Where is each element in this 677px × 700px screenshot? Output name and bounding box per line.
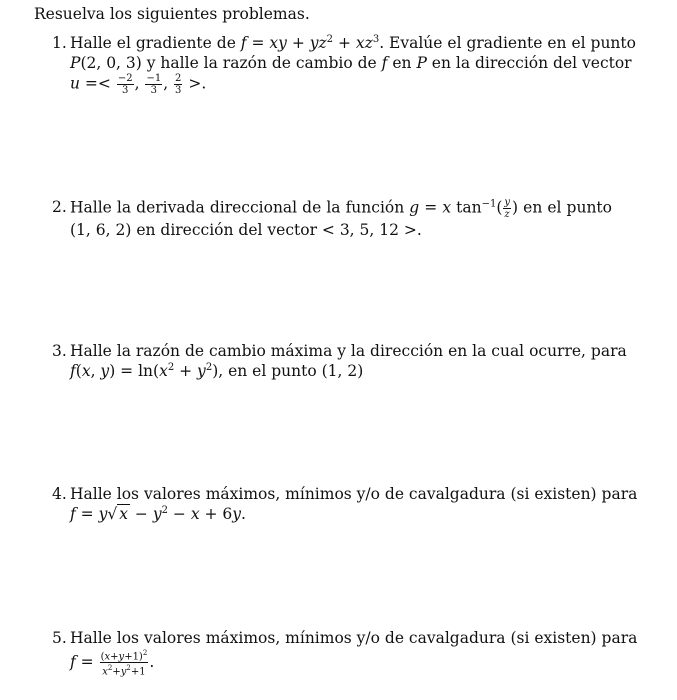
problem-number: 2. [52, 198, 67, 216]
problem-5-line-1: Halle los valores máximos, mínimos y/o de cavalgadura (si existen) para [70, 629, 638, 647]
problem-1-line-3: u =< $\frac{-2}{3}$ , $\frac{-1}{3}$ , $\frac{2}{3}$ >. [70, 73, 207, 96]
problem-2 [52, 197, 612, 240]
problem-4-line-2: f = y√ $x - y^2 - x + 6y$. [70, 504, 246, 523]
problem-4 [52, 484, 638, 524]
problem-5 [52, 628, 638, 678]
problem-2-line-1: Halle la derivada direccional de la función g = x $\tan^{-1}$( $\frac{y}{z}$ ) en el punto [70, 197, 612, 220]
problem-number: 5. [52, 629, 67, 647]
problem-4-line-1: Halle los valores máximos, mínimos y/o de cavalgadura (si existen) para [70, 485, 638, 503]
problem-number: 3. [52, 342, 67, 360]
problem-5-line-2: f = $\frac{(x+y+1)^2}{x^2+y^2+1}$ . [70, 649, 155, 678]
problem-1-line-2: P(2, 0, 3) y halle la razón de cambio de f en P en la dirección del vector [70, 54, 632, 72]
problem-number: 4. [52, 485, 67, 503]
instructions-heading: Resuelva los siguientes problemas. [34, 5, 310, 23]
problem-3 [52, 341, 627, 381]
problem-number: 1. [52, 34, 67, 52]
problem-3-line-1: Halle la razón de cambio máxima y la dirección en la cual ocurre, para [70, 342, 627, 360]
problem-1 [52, 33, 636, 96]
problem-3-line-2: f(x, $y) = \ln(x^2 + y^2)$, en el punto (1, 2) [70, 361, 364, 380]
problem-1-line-1: Halle el gradiente de f = xy + $yz^2 + xz^3$. Evalúe el gradiente en el punto [70, 33, 636, 52]
problem-2-line-2: (1, 6, 2) en dirección del vector < 3, 5, 12 >. [70, 221, 422, 239]
